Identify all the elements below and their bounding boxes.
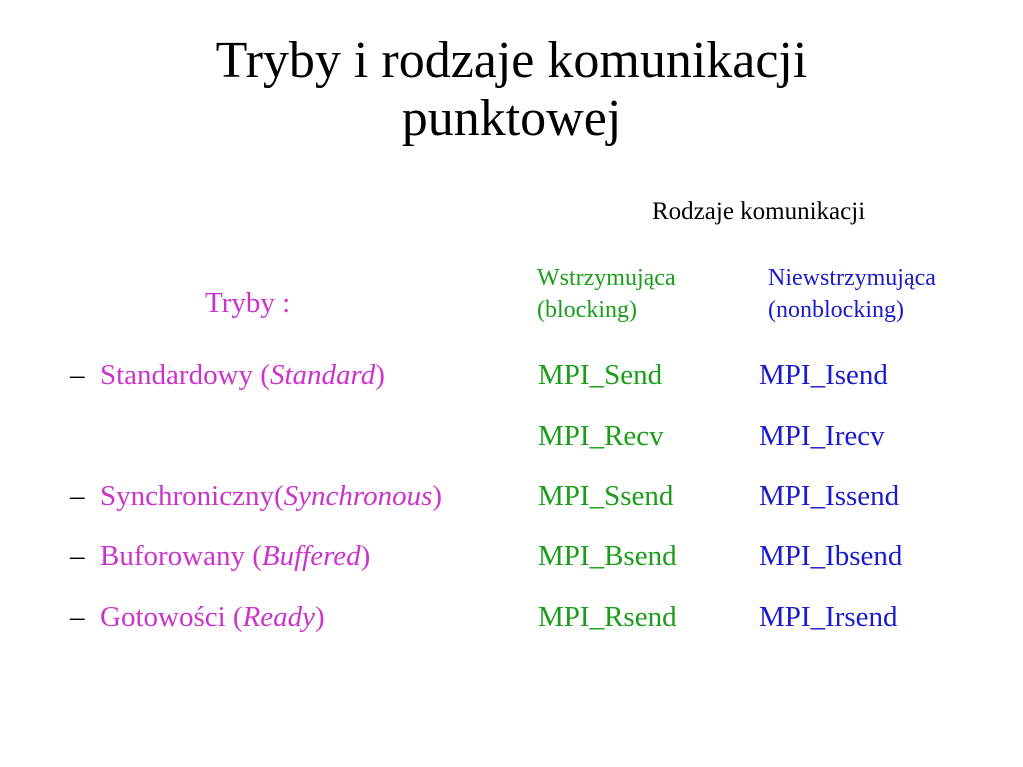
- nonblocking-function: MPI_Irsend: [759, 601, 898, 633]
- blocking-column-header: [537, 262, 676, 326]
- nonblocking-function: MPI_Irecv: [759, 420, 885, 452]
- bullet-dash: –: [70, 601, 85, 633]
- mode-name-close: ): [375, 359, 385, 391]
- mode-name-close: ): [360, 540, 371, 572]
- table-row-standard: [0, 355, 1023, 395]
- table-row-synchronous: [0, 476, 1023, 516]
- bullet-dash: –: [70, 540, 85, 572]
- blocking-column-name: Wstrzymująca: [537, 265, 676, 291]
- nonblocking-function: MPI_Ibsend: [759, 540, 903, 572]
- mode-name: [100, 536, 370, 576]
- blocking-column-english: (blocking): [537, 297, 637, 323]
- communication-kinds-heading: Rodzaje komunikacji: [652, 198, 866, 225]
- blocking-function: MPI_Bsend: [538, 540, 677, 572]
- slide-title: [0, 32, 1023, 148]
- mode-name-polish: Gotowości (: [100, 601, 243, 633]
- mode-name: [100, 597, 325, 637]
- slide-title-line-2: punktowej: [401, 90, 622, 147]
- mode-name-close: ): [432, 480, 443, 512]
- blocking-function: MPI_Send: [538, 359, 663, 391]
- blocking-function: MPI_Recv: [538, 420, 664, 452]
- bullet-dash: –: [70, 359, 85, 391]
- mode-name-english: Ready: [242, 601, 316, 633]
- blocking-function: MPI_Ssend: [538, 480, 674, 512]
- mode-name-english: Standard: [269, 359, 376, 391]
- bullet-dash: –: [70, 480, 85, 512]
- nonblocking-column-header: [768, 262, 936, 326]
- mode-name-polish: Buforowany (: [100, 540, 262, 572]
- mode-name: [100, 355, 385, 395]
- table-row-buffered: [0, 536, 1023, 576]
- table-row-recv: [0, 416, 1023, 456]
- mode-name-close: ): [315, 601, 325, 633]
- nonblocking-function: MPI_Isend: [759, 359, 888, 391]
- mode-name-english: Synchronous: [283, 480, 433, 512]
- mode-name-english: Buffered: [261, 540, 361, 572]
- mode-name-polish: Synchroniczny(: [100, 480, 284, 512]
- modes-label: Tryby :: [205, 287, 291, 319]
- nonblocking-column-name: Niewstrzymująca: [768, 265, 936, 291]
- table-row-ready: [0, 597, 1023, 637]
- nonblocking-function: MPI_Issend: [759, 480, 900, 512]
- blocking-function: MPI_Rsend: [538, 601, 677, 633]
- mode-name: [100, 476, 442, 516]
- mode-name-polish: Standardowy (: [100, 359, 270, 391]
- slide-title-line-1: Tryby i rodzaje komunikacji: [215, 32, 808, 89]
- nonblocking-column-english: (nonblocking): [768, 297, 904, 323]
